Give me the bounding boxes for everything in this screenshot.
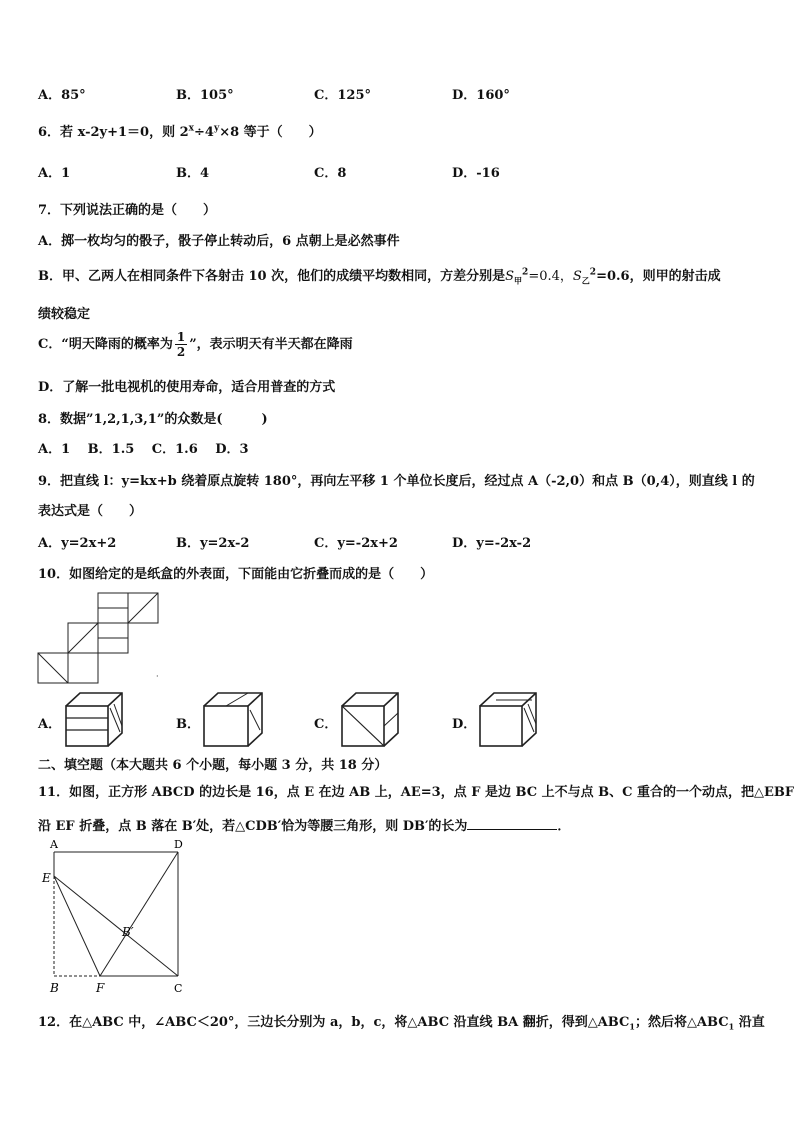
q5-option-b: B．105°	[176, 88, 234, 103]
segment-ef	[54, 876, 100, 976]
q7-option-d: D．了解一批电视机的使用寿命，适合用普查的方式	[38, 380, 336, 395]
q7-b-text: B．甲、乙两人在相同条件下各射击 10 次，他们的成绩平均数相同，方差分别是	[38, 269, 506, 284]
q10-stem: 10．如图给定的是纸盒的外表面，下面能由它折叠而成的是（ ）	[38, 567, 434, 582]
net-square	[68, 653, 98, 683]
q11-line2-end: ．	[557, 819, 571, 834]
q12-post: 沿直	[734, 1015, 765, 1030]
q6-option-d: D．-16	[452, 166, 500, 181]
q10-cube-b	[200, 690, 272, 748]
section-2-heading: 二、填空题（本大题共 6 个小题，每小题 3 分，共 18 分）	[38, 758, 388, 773]
q7-s2-sub: 乙	[581, 275, 590, 286]
q9-stem-line1: 9．把直线 l：y=kx+b 绕着原点旋转 180°，再向左平移 1 个单位长度后，经过点 A（-2,0）和点 B（0,4），则直线 l 的	[38, 474, 755, 489]
q12-stem	[38, 1011, 765, 1032]
label-f: F	[96, 981, 105, 995]
q7-fraction-den: 2	[176, 345, 186, 359]
q10-option-b-label: B．	[176, 717, 200, 732]
q9-option-a: A．y=2x+2	[38, 536, 117, 551]
q12-sub1: 1	[629, 1021, 635, 1032]
q11-stem-line2	[38, 815, 570, 834]
q6-option-b: B．4	[176, 166, 210, 181]
q7-s1-sub: 甲	[514, 275, 523, 286]
q7-stem: 7．下列说法正确的是（ ）	[38, 203, 217, 218]
segment-ec	[54, 876, 178, 976]
label-a: A	[50, 838, 58, 851]
q8-stem: 8．数据”1,2,1,3,1”的众数是( )	[38, 412, 268, 427]
label-b: B	[50, 981, 59, 995]
q5-option-d: D．160°	[452, 88, 510, 103]
segment-fd	[100, 852, 178, 976]
q9-option-d: D．y=-2x-2	[452, 536, 532, 551]
q7-s1-val: =0.4，	[528, 269, 573, 284]
q10-cube-a	[62, 690, 134, 748]
q11-answer-blank[interactable]	[467, 817, 557, 830]
q10-cube-d	[476, 690, 548, 748]
q6-stem-mid: ÷4	[194, 125, 214, 140]
q6-stem-pre: 6．若 x-2y+1＝0，则 2	[38, 125, 189, 140]
q6-sup-y: y	[213, 123, 220, 134]
q7-option-b-cont: 绩较稳定	[38, 307, 91, 322]
q6-sup-x: x	[188, 123, 195, 134]
net-diagonal	[128, 593, 158, 623]
q10-net-figure	[36, 590, 166, 685]
label-e: E	[42, 871, 51, 885]
q6-stem-post: ×8 等于（ ）	[219, 125, 322, 140]
q12-mid: ；然后将△ABC	[634, 1015, 729, 1030]
q8-options: A．1 B．1.5 C．1.6 D．3	[38, 442, 249, 457]
label-b-prime: B′	[122, 925, 134, 939]
q9-stem-line2: 表达式是（ ）	[38, 504, 143, 519]
q7-fraction	[175, 330, 187, 359]
q7-fraction-num: 1	[176, 330, 186, 344]
q11-line2-text: 沿 EF 折叠，点 B 落在 B′处，若△CDB′恰为等腰三角形，则 DB′的长为	[38, 819, 468, 834]
q7-c-post: ”，表示明天有半天都在降雨	[189, 337, 353, 352]
q5-option-a: A．85°	[38, 88, 86, 103]
q9-option-c: C．y=-2x+2	[314, 536, 398, 551]
q7-s2-val: =0.6，则甲的射击成	[596, 269, 721, 284]
q10-option-a-label: A．	[38, 717, 62, 732]
q6-option-c: C．8	[314, 166, 347, 181]
q6-stem	[38, 121, 322, 140]
q11-stem-line1: 11．如图，正方形 ABCD 的边长是 16，点 E 在边 AB 上，AE=3，点 F 是边 BC 上不与点 B、C 重合的一个动点，把△EBF	[38, 785, 794, 800]
q12-sub2: 1	[728, 1021, 735, 1032]
q7-option-a: A．掷一枚均匀的骰子，骰子停止转动后，6 点朝上是必然事件	[38, 234, 400, 249]
q12-pre: 12．在△ABC 中，∠ABC＜20°，三边长分别为 a，b，c，将△ABC 沿直线 BA 翻折，得到△ABC	[38, 1015, 630, 1030]
label-d: D	[174, 838, 183, 851]
q9-option-b: B．y=2x-2	[176, 536, 250, 551]
net-diagonal	[38, 653, 68, 683]
q10-option-d-label: D．	[452, 717, 477, 732]
q7-c-pre: C．“明天降雨的概率为	[38, 337, 173, 352]
q10-cube-c	[338, 690, 410, 748]
q5-option-c: C．125°	[314, 88, 371, 103]
q7-option-b: B．甲、乙两人在相同条件下各射击 10 次，他们的成绩平均数相同，方差分别是$S_甲^2=0.4$，$S_乙^2=0.6$，则甲的射击成	[38, 267, 721, 286]
q6-option-a: A．1	[38, 166, 71, 181]
label-c: C	[174, 982, 183, 995]
q7-option-c	[38, 330, 353, 359]
q11-square-figure	[36, 836, 196, 998]
net-diagonal	[68, 623, 98, 653]
q10-option-c-label: C．	[314, 717, 338, 732]
